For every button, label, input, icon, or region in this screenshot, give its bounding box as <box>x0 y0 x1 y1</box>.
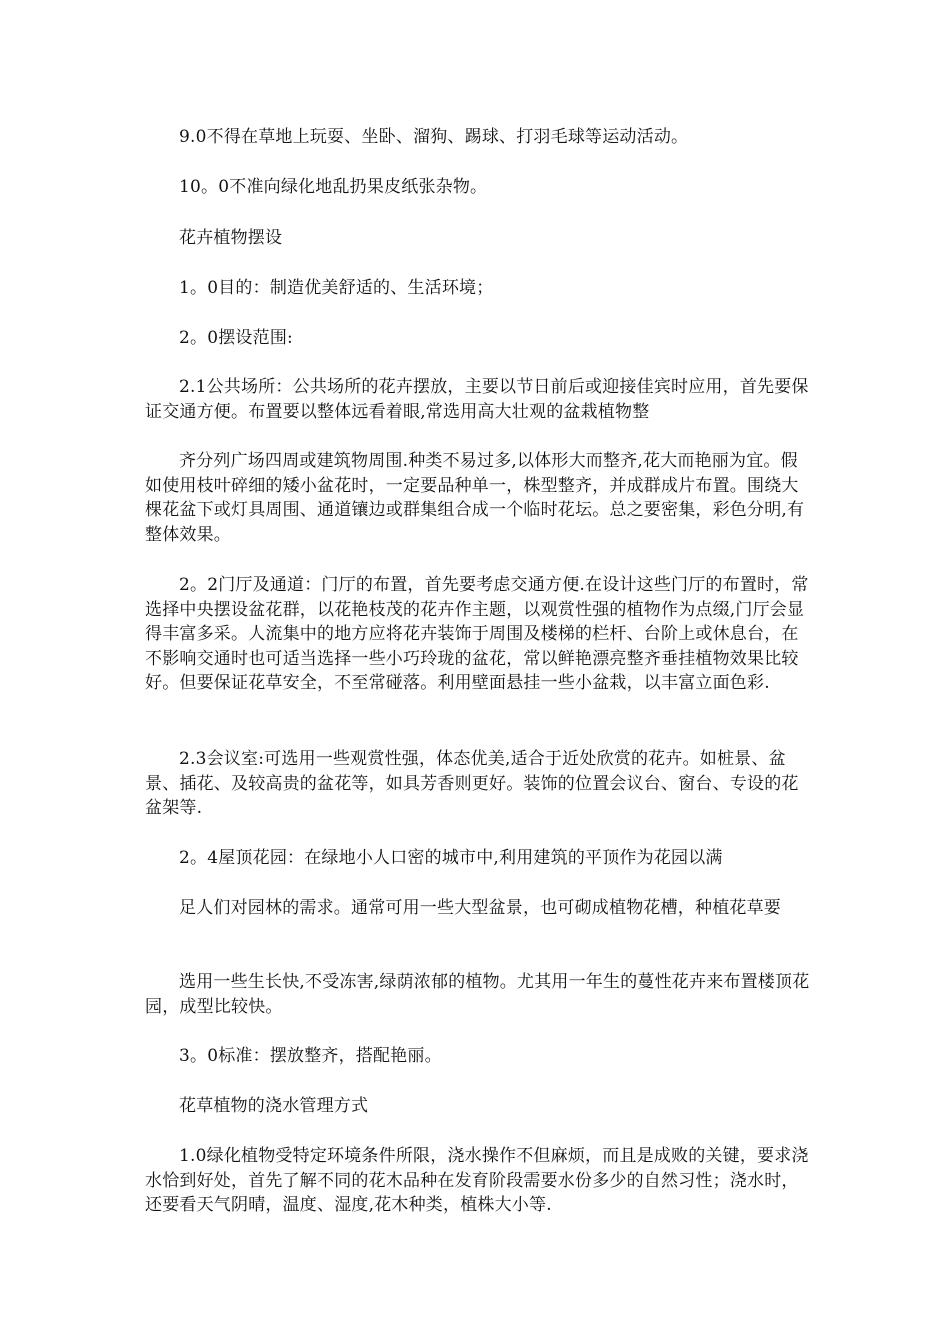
paragraph-public-places: 2.1公共场所：公共场所的花卉摆放，主要以节日前后或迎接佳宾时应用，首先要保证交通方便。布置要以整体远看着眼,常选用高大壮观的盆栽植物整 <box>145 377 809 422</box>
section-heading-flower-display: 花卉植物摆设 <box>179 228 283 248</box>
paragraph-lobby-corridor: 2。2门厅及通道：门厅的布置，首先要考虑交通方便.在设计这些门厅的布置时，常选择中央摆设盆花群，以花艳枝茂的花卉作主题，以观赏性强的植物作为点缀,门厅会显得丰富多采。人流集中的地方应将花卉装饰于周围及楼梯的栏杆、台阶上或休息台，在不影响交通时也可适当选择一些小巧玲珑的盆花，常以鲜艳漂亮整齐垂挂植物效果比较好。但要保证花草安全，不至常碰落。利用壁面悬挂一些小盆栽，以丰富立面色彩. <box>145 575 809 693</box>
paragraph-rule-10: 10。0不准向绿化地乱扔果皮纸张杂物。 <box>179 177 488 197</box>
paragraph-roof-garden-cont-2: 选用一些生长快,不受冻害,绿荫浓郁的植物。尤其用一年生的蔓性花卉来布置楼顶花园，成型比较快。 <box>145 972 810 1017</box>
paragraph-roof-garden-cont-1: 足人们对园林的需求。通常可用一些大型盆景，也可砌成植物花槽，种植花草要 <box>179 898 781 918</box>
paragraph-rule-9: 9.0不得在草地上玩耍、坐卧、溜狗、踢球、打羽毛球等运动活动。 <box>179 127 689 147</box>
paragraph-watering-1: 1.0绿化植物受特定环境条件所限，浇水操作不但麻烦，而且是成败的关键，要求浇水恰到好处，首先了解不同的花木品种在发育阶段需要水份多少的自然习性；浇水时，还要看天气阴晴，温度、湿度,花木种类，植株大小等. <box>145 1146 809 1215</box>
paragraph-scope: 2。0摆设范围: <box>179 328 293 348</box>
paragraph-standard: 3。0标准：摆放整齐，搭配艳丽。 <box>179 1046 442 1066</box>
section-heading-watering: 花草植物的浇水管理方式 <box>179 1096 369 1116</box>
paragraph-public-places-cont: 齐分列广场四周或建筑物周围.种类不易过多,以体形大而整齐,花大而艳丽为宜。假如使用枝叶碎细的矮小盆花时，一定要品种单一，株型整齐，并成群成片布置。围绕大棵花盆下或灯具周围、通道镶边或群集组合成一个临时花坛。总之要密集，彩色分明,有整体效果。 <box>145 451 805 545</box>
paragraph-roof-garden: 2。4屋顶花园：在绿地小人口密的城市中,利用建筑的平顶作为花园以满 <box>179 848 723 868</box>
paragraph-meeting-room: 2.3会议室:可选用一些观赏性强，体态优美,适合于近处欣赏的花卉。如桩景、盆景、插花、及较高贵的盆花等，如具芳香则更好。装饰的位置会议台、窗台、专设的花盆架等. <box>145 749 799 818</box>
paragraph-purpose: 1。0目的：制造优美舒适的、生活环境； <box>179 278 494 298</box>
